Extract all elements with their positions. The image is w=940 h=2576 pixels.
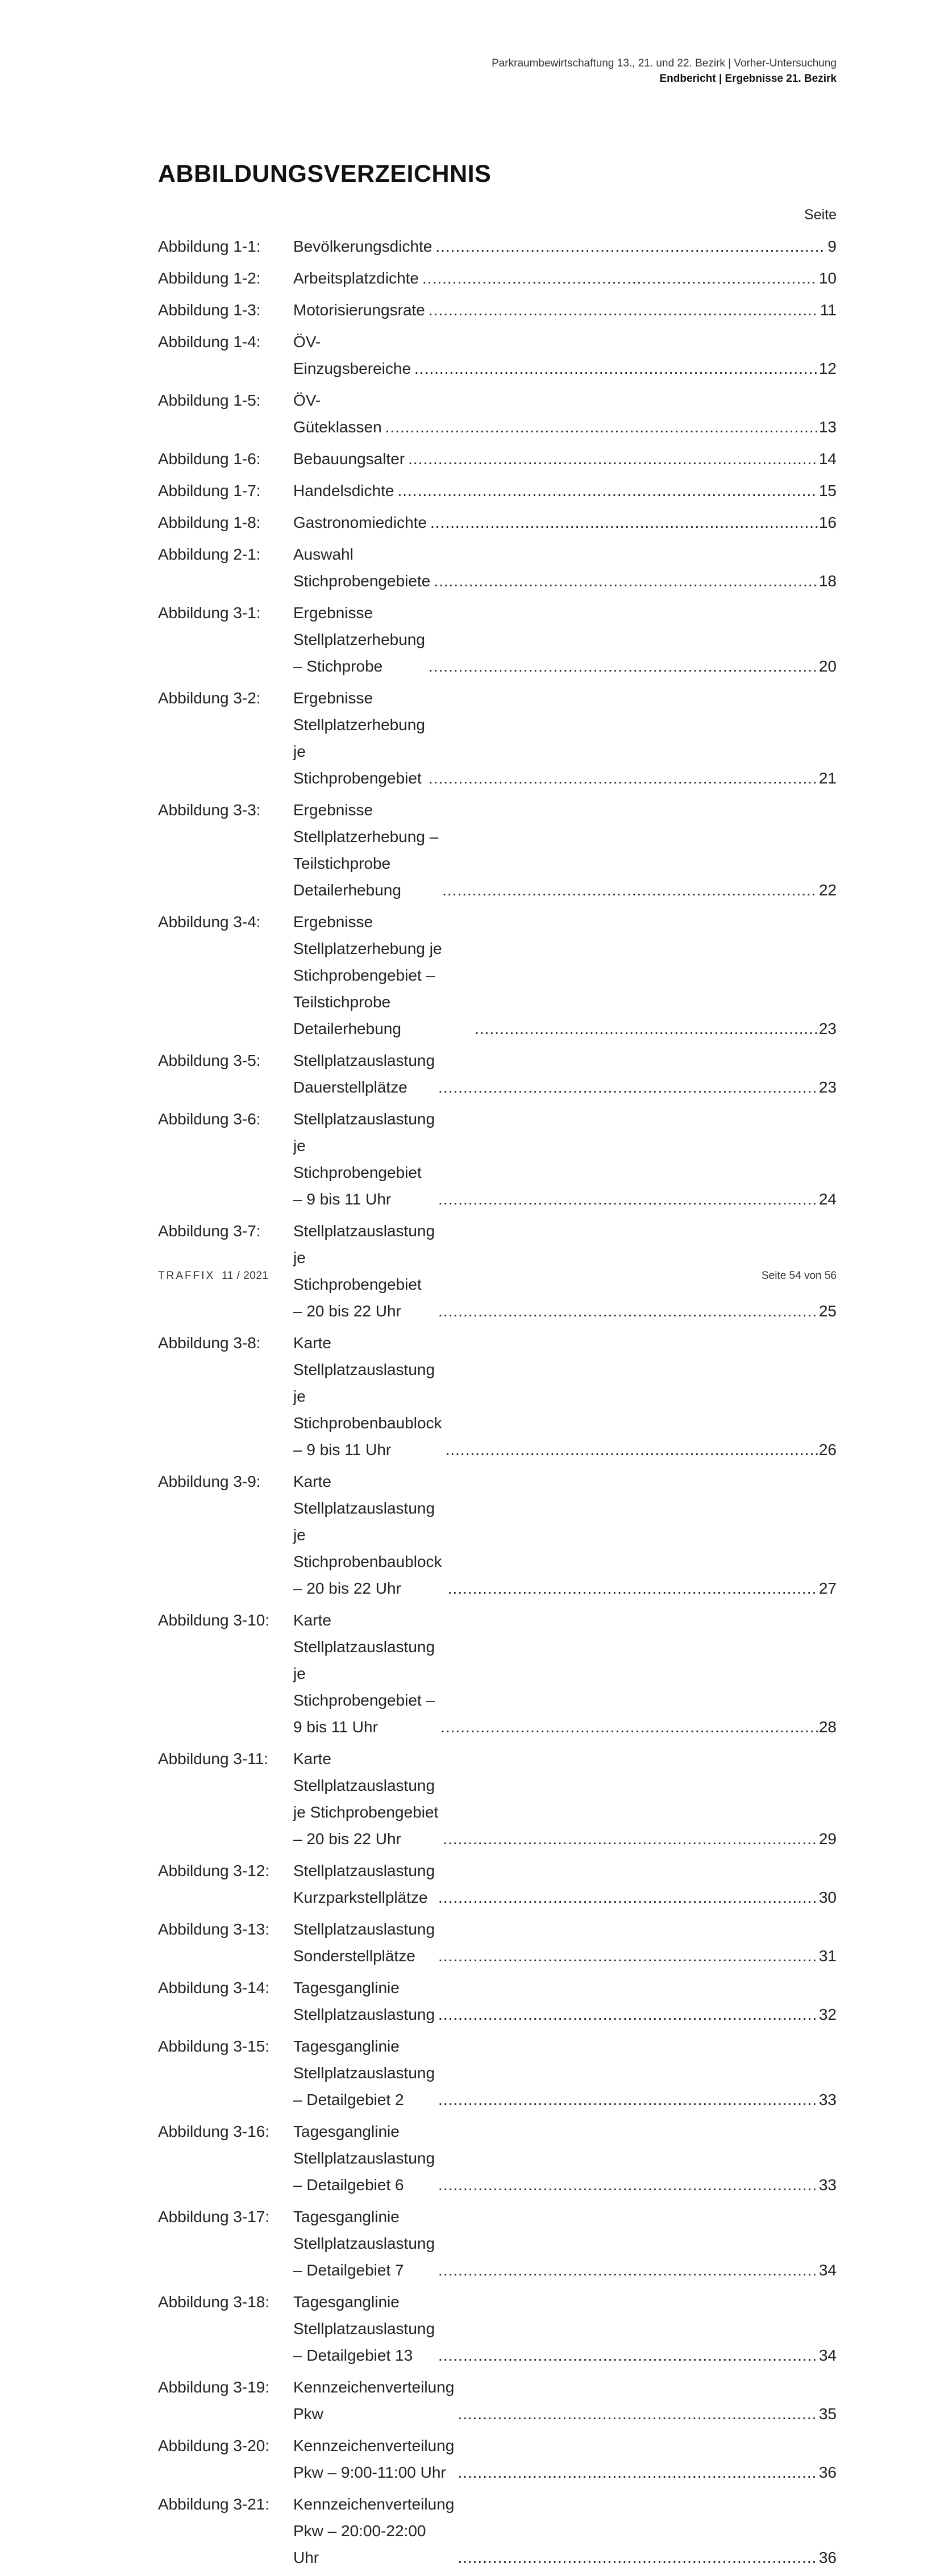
toc-entry-page: 34: [818, 2261, 837, 2279]
toc-entry[interactable]: [158, 233, 837, 260]
toc-leader-dots: [448, 1575, 818, 1602]
toc-entry[interactable]: [158, 1106, 837, 1212]
toc-leader-dots: [429, 297, 819, 323]
toc-entry-page: 33: [818, 2091, 837, 2108]
toc-entry-title: Tagesganglinie Stellplatzauslastung – Detailgebiet 6: [293, 2123, 435, 2194]
toc-entry-label: Abbildung 3-4:: [158, 913, 261, 931]
footer-date: 11 / 2021: [222, 1270, 269, 1282]
toc-leader-dots: [438, 2257, 818, 2283]
toc-entry-title: Tagesganglinie Stellplatzauslastung: [293, 1979, 435, 2023]
toc-entry-page: 14: [818, 450, 837, 468]
toc-leader-dots: [438, 2001, 818, 2028]
header-line-1: Parkraumbewirtschaftung 13., 21. und 22. Bezirk | Vorher-Untersuchung: [492, 57, 837, 69]
page-title: ABBILDUNGSVERZEICHNIS: [158, 160, 492, 187]
toc-entry-title: Arbeitsplatzdichte: [293, 269, 419, 287]
toc-leader-dots: [442, 877, 818, 903]
toc-entry-page: 33: [818, 2176, 837, 2194]
toc-entry[interactable]: [158, 685, 837, 791]
toc-leader-dots: [408, 445, 818, 472]
toc-entry-page: 10: [818, 269, 837, 287]
toc-entry-label: Abbildung 3-10:: [158, 1611, 270, 1629]
toc-entry-title: Karte Stellplatzauslastung je Stichprobengebiet – 20 bis 22 Uhr: [293, 1750, 439, 1848]
toc-entry-title: Kennzeichenverteilung Pkw: [293, 2378, 455, 2423]
toc-entry[interactable]: [158, 1607, 837, 1740]
toc-entry-page: 23: [818, 1078, 837, 1096]
toc-entry-page: 29: [818, 1830, 837, 1848]
toc-entry-label: Abbildung 3-18:: [158, 2293, 270, 2311]
toc-entry[interactable]: [158, 2118, 837, 2198]
toc-entry-title: Kennzeichenverteilung Pkw – 20:00-22:00 Uhr: [293, 2495, 455, 2566]
toc-entry-label: Abbildung 2-1:: [158, 545, 261, 563]
toc-entry-label: Abbildung 1-8:: [158, 514, 261, 531]
toc-leader-dots: [422, 265, 818, 291]
toc-entry-page: 24: [818, 1190, 837, 1208]
toc-entry-label: Abbildung 3-2:: [158, 689, 261, 707]
toc-entry[interactable]: [158, 541, 837, 594]
toc-entry-page: 25: [818, 1302, 837, 1320]
toc-leader-dots: [438, 2342, 818, 2369]
toc-entry-label: Abbildung 1-1:: [158, 237, 261, 255]
toc-leader-dots: [397, 477, 817, 504]
toc-entry[interactable]: [158, 2203, 837, 2283]
toc-entry-label: Abbildung 3-21:: [158, 2495, 270, 2513]
toc-entry-label: Abbildung 3-11:: [158, 1750, 269, 1768]
toc-entry-page: 27: [818, 1579, 837, 1597]
toc-entry-label: Abbildung 3-3:: [158, 801, 261, 819]
toc-leader-dots: [430, 509, 818, 536]
toc-leader-dots: [438, 1298, 818, 1324]
toc-leader-dots: [435, 233, 826, 260]
toc-entry-page: 36: [818, 2464, 837, 2481]
toc-entry[interactable]: [158, 297, 837, 323]
toc-entry-title: Gastronomiedichte: [293, 514, 427, 531]
toc-entry-page: 9: [827, 237, 837, 255]
toc-entry[interactable]: [158, 1047, 837, 1101]
footer-company: [158, 1270, 269, 1282]
toc-entry[interactable]: [158, 509, 837, 536]
running-header: [492, 56, 837, 86]
toc-entry-label: Abbildung 3-15:: [158, 2037, 270, 2055]
toc-entry-label: Abbildung 3-19:: [158, 2378, 270, 2396]
toc-leader-dots: [446, 1436, 818, 1463]
toc-entry-title: Tagesganglinie Stellplatzauslastung – Detailgebiet 7: [293, 2208, 435, 2279]
toc-entry-page: 15: [818, 482, 837, 499]
toc-leader-dots: [457, 2459, 818, 2486]
toc-entry-title: Ergebnisse Stellplatzerhebung – Stichprobe: [293, 604, 425, 675]
figure-list: [158, 233, 837, 2576]
toc-entry-title: Karte Stellplatzauslastung je Stichprobenbaublock – 20 bis 22 Uhr: [293, 1473, 442, 1597]
toc-entry-page: 30: [818, 1889, 837, 1906]
toc-entry-label: Abbildung 3-17:: [158, 2208, 270, 2225]
toc-entry-page: 26: [818, 1441, 837, 1458]
toc-entry[interactable]: [158, 1329, 837, 1463]
toc-entry-page: 22: [818, 881, 837, 899]
toc-entry[interactable]: [158, 2432, 837, 2486]
toc-entry-label: Abbildung 3-16:: [158, 2123, 270, 2140]
toc-entry-title: Handelsdichte: [293, 482, 394, 499]
toc-leader-dots: [438, 1186, 818, 1212]
toc-entry-page: 32: [818, 2006, 837, 2023]
toc-entry-label: Abbildung 3-6:: [158, 1110, 261, 1128]
toc-entry-title: Stellplatzauslastung Sonderstellplätze: [293, 1920, 435, 1965]
toc-entry-title: Karte Stellplatzauslastung je Stichprobenbaublock – 9 bis 11 Uhr: [293, 1334, 442, 1458]
toc-entry-page: 20: [818, 657, 837, 675]
toc-entry-title: Motorisierungsrate: [293, 301, 425, 319]
toc-entry-title: Bebauungsalter: [293, 450, 405, 468]
toc-leader-dots: [434, 568, 818, 594]
toc-entry-label: Abbildung 3-9:: [158, 1473, 261, 1490]
toc-entry[interactable]: [158, 599, 837, 680]
footer-page-info: Seite 54 von 56: [761, 1270, 837, 1282]
toc-entry-title: Tagesganglinie Stellplatzauslastung – Detailgebiet 2: [293, 2037, 435, 2108]
toc-entry[interactable]: [158, 2491, 837, 2571]
toc-entry[interactable]: [158, 1857, 837, 1911]
toc-entry-page: 12: [818, 360, 837, 377]
toc-entry-title: Stellplatzauslastung Kurzparkstellplätze: [293, 1862, 435, 1906]
toc-entry[interactable]: [158, 2033, 837, 2113]
toc-entry-label: Abbildung 1-3:: [158, 301, 261, 319]
toc-entry-label: Abbildung 3-20:: [158, 2437, 270, 2454]
toc-entry-title: ÖV-Einzugsbereiche: [293, 333, 411, 377]
toc-leader-dots: [429, 653, 818, 680]
toc-entry-page: 28: [818, 1718, 837, 1736]
toc-leader-dots: [438, 1884, 818, 1911]
toc-entry[interactable]: [158, 797, 837, 903]
toc-entry-title: Auswahl Stichprobengebiete: [293, 545, 431, 590]
footer-company-name: TRAFFIX: [158, 1270, 215, 1282]
toc-entry-label: Abbildung 3-7:: [158, 1222, 261, 1240]
toc-entry-page: 11: [820, 301, 837, 319]
toc-leader-dots: [414, 355, 818, 382]
toc-entry-title: Karte Stellplatzauslastung je Stichprobengebiet – 9 bis 11 Uhr: [293, 1611, 435, 1736]
toc-entry-title: Bevölkerungsdichte: [293, 237, 432, 255]
toc-entry-label: Abbildung 3-5:: [158, 1052, 261, 1069]
toc-entry[interactable]: [158, 1916, 837, 1969]
toc-entry-title: Tagesganglinie Stellplatzauslastung – Detailgebiet 13: [293, 2293, 435, 2364]
toc-leader-dots: [457, 2400, 818, 2427]
toc-leader-dots: [457, 2544, 818, 2571]
toc-leader-dots: [429, 765, 818, 791]
toc-entry[interactable]: [158, 1468, 837, 1602]
page-column-label: Seite: [804, 207, 837, 223]
toc-entry-label: Abbildung 1-2:: [158, 269, 261, 287]
toc-entry-title: Stellplatzauslastung je Stichprobengebiet – 20 bis 22 Uhr: [293, 1222, 435, 1320]
toc-entry-label: Abbildung 3-13:: [158, 1920, 270, 1938]
toc-entry-label: Abbildung 1-5:: [158, 391, 261, 409]
toc-entry[interactable]: [158, 1974, 837, 2028]
toc-entry-title: Stellplatzauslastung Dauerstellplätze: [293, 1052, 435, 1096]
header-line-2: Endbericht | Ergebnisse 21. Bezirk: [659, 73, 837, 85]
toc-entry-label: Abbildung 1-7:: [158, 482, 261, 499]
toc-entry-page: 18: [818, 572, 837, 590]
toc-entry-page: 21: [818, 769, 837, 787]
toc-leader-dots: [443, 1825, 818, 1852]
toc-entry-page: 34: [818, 2346, 837, 2364]
toc-entry[interactable]: [158, 1745, 837, 1852]
toc-leader-dots: [440, 1714, 818, 1740]
toc-entry-page: 16: [818, 514, 837, 531]
toc-entry-label: Abbildung 1-4:: [158, 333, 261, 351]
toc-entry[interactable]: [158, 328, 837, 382]
toc-entry-page: 31: [818, 1947, 837, 1965]
toc-leader-dots: [438, 1943, 818, 1969]
toc-leader-dots: [475, 1015, 818, 1042]
toc-entry-label: Abbildung 3-14:: [158, 1979, 270, 1996]
toc-entry-label: Abbildung 1-6:: [158, 450, 261, 468]
toc-entry[interactable]: [158, 2289, 837, 2369]
toc-entry-page: 35: [818, 2405, 837, 2423]
toc-entry-label: Abbildung 3-8:: [158, 1334, 261, 1352]
toc-entry-label: Abbildung 3-12:: [158, 1862, 270, 1879]
toc-leader-dots: [385, 414, 818, 440]
toc-entry-title: Ergebnisse Stellplatzerhebung je Stichprobengebiet – Teilstichprobe Detailerhebung: [293, 913, 442, 1037]
toc-entry-title: Ergebnisse Stellplatzerhebung je Stichprobengebiet: [293, 689, 425, 787]
toc-leader-dots: [438, 1074, 818, 1101]
toc-entry-label: Abbildung 3-1:: [158, 604, 261, 622]
toc-entry[interactable]: [158, 2374, 837, 2427]
toc-entry-page: 23: [818, 1020, 837, 1037]
toc-entry[interactable]: [158, 265, 837, 291]
toc-entry[interactable]: [158, 477, 837, 504]
toc-entry-page: 36: [818, 2549, 837, 2566]
toc-entry-page: 13: [818, 418, 837, 436]
toc-entry-title: Kennzeichenverteilung Pkw – 9:00-11:00 Uhr: [293, 2437, 455, 2481]
toc-entry-title: Ergebnisse Stellplatzerhebung – Teilstichprobe Detailerhebung: [293, 801, 439, 899]
toc-leader-dots: [438, 2171, 818, 2198]
toc-entry[interactable]: [158, 908, 837, 1042]
toc-entry-title: ÖV-Güteklassen: [293, 391, 382, 436]
toc-leader-dots: [438, 2086, 818, 2113]
toc-entry-title: Stellplatzauslastung je Stichprobengebiet – 9 bis 11 Uhr: [293, 1110, 435, 1208]
toc-entry[interactable]: [158, 387, 837, 440]
toc-entry[interactable]: [158, 445, 837, 472]
